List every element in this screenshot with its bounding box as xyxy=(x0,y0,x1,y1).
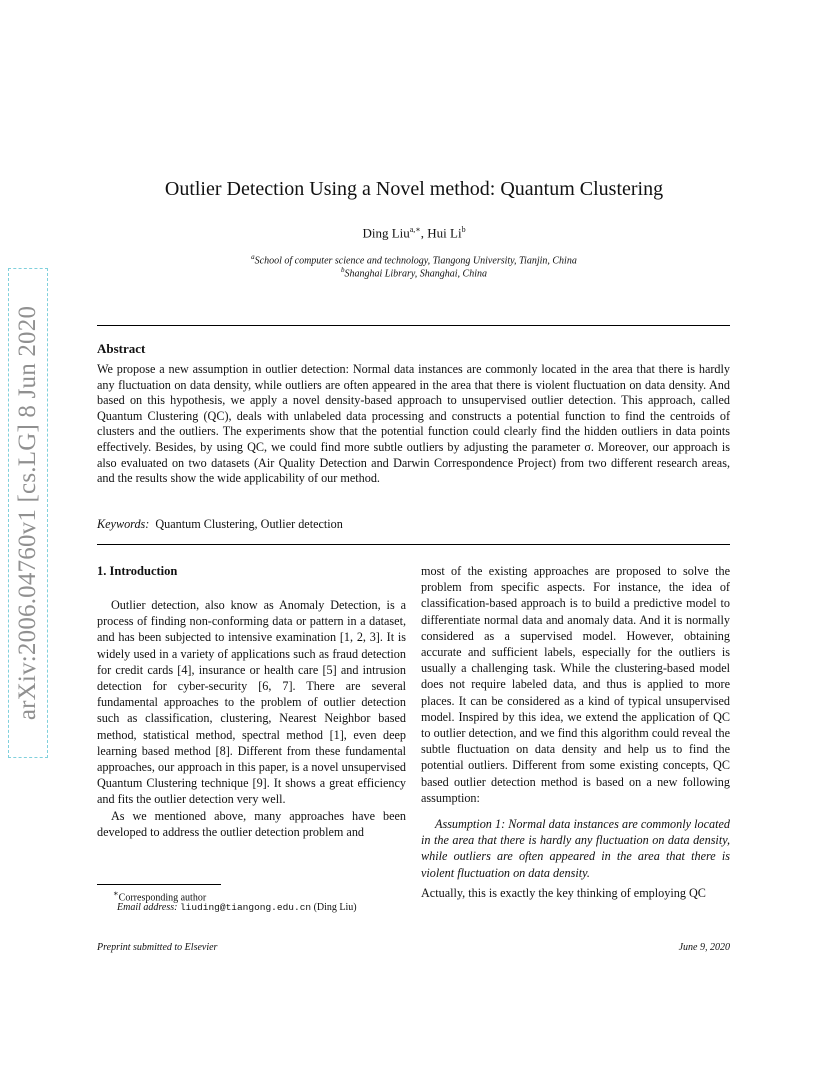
keywords-label: Keywords: xyxy=(97,517,150,531)
author-affil-mark: a,∗ xyxy=(409,225,421,234)
author-affil-mark: b xyxy=(461,225,466,234)
keywords-value: Quantum Clustering, Outlier detection xyxy=(155,517,343,531)
top-rule xyxy=(97,325,730,326)
affiliation: $^a$School of computer science and technology, Tiangong University, Tianjin, China xyxy=(251,253,577,267)
footnote-corresponding: ∗Corresponding author xyxy=(113,889,207,904)
footer-left: Preprint submitted to Elsevier xyxy=(97,942,218,953)
assumption-statement: Assumption 1: Normal data instances are commonly located in the area that there is hardly any fluctuation on data density, while outliers are often appeared in the area that there is violent fluctuation on data density. xyxy=(421,817,730,880)
left-column xyxy=(97,597,406,840)
author-name: Hui Li xyxy=(427,225,462,241)
abstract-text: We propose a new assumption in outlier detection: Normal data instances are commonly located in the area that there is hardly any fluctuation on data density, while outliers are often appeared in the area that there is violent fluctuation on data density. And based on this hypothesis, we apply a novel density-based approach to unsupervised outlier detection. This approach, called Quantum Clustering (QC), deals with unlabeled data processing and constructs a potential function to find the centroids of clusters and the outliers. The experiments show that the potential function could clearly find the hidden outliers in data points effectively. Besides, by using QC, we could find more subtle outliers by adjusting the parameter σ. Moreover, our approach is also evaluated on two datasets (Air Quality Detection and Darwin Correspondence Project) from two different research areas, and the results show the wide applicability of our method. xyxy=(97,362,730,486)
body-paragraph: most of the existing approaches are proposed to solve the problem from specific aspects. For instance, the idea of classification-based approach is to build a predictive model to differentiate normal data and anomaly data. And it is normally considered as a supervised model. However, obtaining accurate and sufficient labels, especially for the outliers is usually a challenging task. While the clustering-based model does not require labeled data, and thus is applied to more places. It can be considered as a kind of typical unsupervised model. Inspired by this idea, we extend the application of QC to outlier detection, and we find this algorithm could reveal the subtle fluctuation on data density and help us to find the potential outliers. Different from some existing concepts, QC based outlier detection method is based on a new following assumption: xyxy=(421,564,730,805)
right-column xyxy=(421,563,730,901)
abstract-heading: Abstract xyxy=(97,341,146,356)
footnote-rule xyxy=(97,884,221,885)
author-name: Ding Liu xyxy=(362,225,410,241)
footer-date: June 9, 2020 xyxy=(678,942,730,953)
keywords xyxy=(97,517,343,532)
email-link[interactable]: liuding@tiangong.edu.cn xyxy=(179,902,312,913)
body-paragraph: Actually, this is exactly the key thinking of employing QC xyxy=(421,885,706,900)
arxiv-id: arXiv:2006.04760v1 [cs.LG] 8 Jun 2020 xyxy=(14,305,41,721)
arxiv-identifier-stamp xyxy=(8,268,48,758)
footnote-email: Email address: liuding@tiangong.edu.cn (Ding Liu) xyxy=(117,902,357,913)
intro-paragraph: Outlier detection, also know as Anomaly Detection, is a process of finding non-conforming data or pattern in a dataset, and has been subjected to intensive examination [1, 2, 3]. It is widely used in a variety of applications such as fraud detection for credit cards [4], insurance or health care [5] and intrusion detection for cyber-security [6, 7]. There are several fundamental approaches to the problem of outlier detection such as classification, clustering, Nearest Neighbor based method, statistical method, spectral method [1], even deep learning based method [8]. Different from these fundamental approaches, our approach in this paper, is a novel unsupervised Quantum Clustering technique [9]. It shows a great efficiency and fits the outlier detection very well. xyxy=(97,598,406,807)
intro-paragraph: As we mentioned above, many approaches have been developed to address the outlier detection problem and xyxy=(97,808,406,839)
affiliation: $^b$Shanghai Library, Shanghai, China xyxy=(340,266,487,280)
author-list: Ding Liu$^{a,∗}$, Hui Li$^b$ xyxy=(362,225,466,241)
paper-title: Outlier Detection Using a Novel method: Quantum Clustering xyxy=(164,178,664,200)
abstract-bottom-rule xyxy=(97,544,730,545)
section-heading: 1. Introduction xyxy=(97,564,178,578)
